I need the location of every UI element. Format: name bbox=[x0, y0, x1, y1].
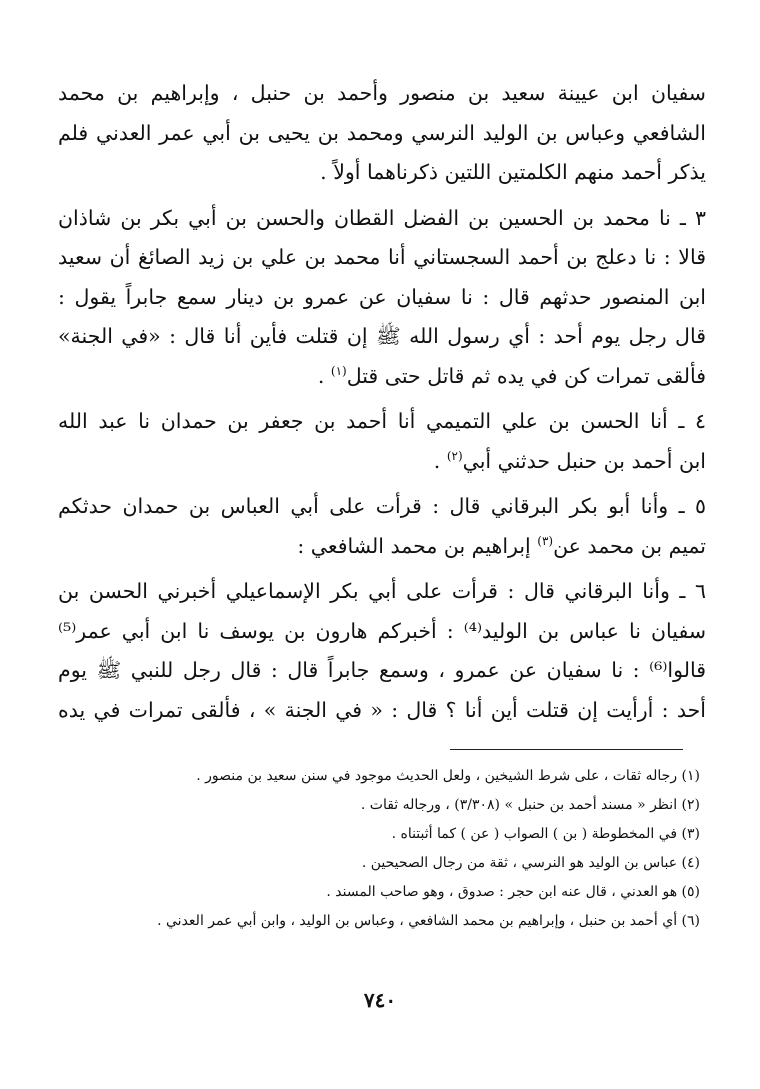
text-line: قال رجل يوم أحد : أي رسول الله ﷺ إن قتلت فأين أنا قال : «في الجنة» bbox=[58, 324, 706, 348]
page-number: ٧٤٠ bbox=[363, 988, 397, 1012]
footnote-ref: (٢) bbox=[446, 448, 463, 463]
paragraph-5 bbox=[58, 572, 706, 730]
footnote: (٥) هو العدني ، قال عنه ابن حجر : صدوق ، وهو صاحب المسند . bbox=[326, 884, 700, 900]
footnote: (٦) أي أحمد بن حنبل ، وإبراهيم بن محمد الشافعي ، وعباس بن الوليد ، وابن أبي عمر العدني . bbox=[157, 913, 700, 929]
text-line: سفيان ابن عيينة سعيد بن منصور وأحمد بن حنبل ، وإبراهيم بن محمد bbox=[58, 81, 706, 105]
paragraph-2 bbox=[58, 199, 706, 397]
footnote-ref: (١) bbox=[330, 363, 347, 378]
text-line: قالا : نا دعلج بن أحمد السجستاني أنا محمد بن علي بن زيد الصائغ أن سعيد bbox=[58, 245, 706, 269]
text-fragment: إبراهيم بن محمد الشافعي : bbox=[297, 533, 538, 558]
text-line: أحد : أرأيت إن قتلت أين أنا ؟ قال : « في الجنة » ، فألقى تمرات في يده bbox=[58, 697, 706, 722]
text-line: الشافعي وعباس بن الوليد النرسي ومحمد بن يحيى بن أبي عمر العدني فلم bbox=[58, 120, 706, 145]
text-fragment: . bbox=[317, 363, 331, 388]
footnote: (٤) عباس بن الوليد هو النرسي ، ثقة من رجال الصحيحين . bbox=[361, 855, 700, 871]
text-line: ٦ ـ وأنا البرقاني قال : قرأت على أبي بكر الإسماعيلي أخبرني الحسن بن bbox=[58, 579, 706, 603]
footnotes bbox=[80, 762, 700, 936]
text-line bbox=[58, 442, 706, 482]
text-line: قالوا⁽⁶⁾ : نا سفيان عن عمرو ، وسمع جابراً قال : قال رجل للنبي ﷺ يوم bbox=[58, 658, 706, 682]
footnote-ref: (٣) bbox=[537, 533, 554, 548]
text-fragment: . bbox=[433, 448, 447, 473]
text-fragment: تميم بن محمد عن bbox=[553, 533, 706, 558]
text-line: ٤ ـ أنا الحسن بن علي التميمي أنا أحمد بن جعفر بن حمدان نا عبد الله bbox=[58, 409, 706, 433]
text-line bbox=[58, 527, 706, 567]
text-fragment: فألقى تمرات كن في يده ثم قاتل حتى قتل bbox=[346, 363, 706, 388]
text-line: ٥ ـ وأنا أبو بكر البرقاني قال : قرأت على أبي العباس بن حمدان حدثكم bbox=[58, 494, 706, 518]
text-line bbox=[58, 357, 706, 397]
footnote-divider bbox=[450, 749, 683, 750]
footnote: (٢) انظر « مسند أحمد بن حنبل » (٣/٣٠٨) ، ورجاله ثقات . bbox=[360, 797, 700, 813]
text-line: يذكر أحمد منهم الكلمتين اللتين ذكرناهما أولاً . bbox=[320, 160, 706, 184]
paragraph-1 bbox=[58, 74, 706, 193]
paragraph-4 bbox=[58, 487, 706, 566]
paragraph-3 bbox=[58, 402, 706, 481]
footnote: (٣) في المخطوطة ( بن ) الصواب ( عن ) كما أثبتناه . bbox=[391, 826, 700, 842]
text-line: سفيان نا عباس بن الوليد⁽⁴⁾ : أخبركم هارون بن يوسف نا ابن أبي عمر⁽⁵⁾ bbox=[58, 618, 706, 643]
footnote: (١) رجاله ثقات ، على شرط الشيخين ، ولعل الحديث موجود في سنن سعيد بن منصور . bbox=[196, 768, 700, 784]
main-text bbox=[58, 74, 706, 736]
text-line: ٣ ـ نا محمد بن الحسين بن الفضل القطان والحسن بن أبي بكر بن شاذان bbox=[58, 205, 706, 230]
text-fragment: ابن أحمد بن حنبل حدثني أبي bbox=[462, 448, 706, 473]
text-line: ابن المنصور حدثهم قال : نا سفيان عن عمرو بن دينار سمع جابراً يقول : bbox=[58, 284, 706, 309]
